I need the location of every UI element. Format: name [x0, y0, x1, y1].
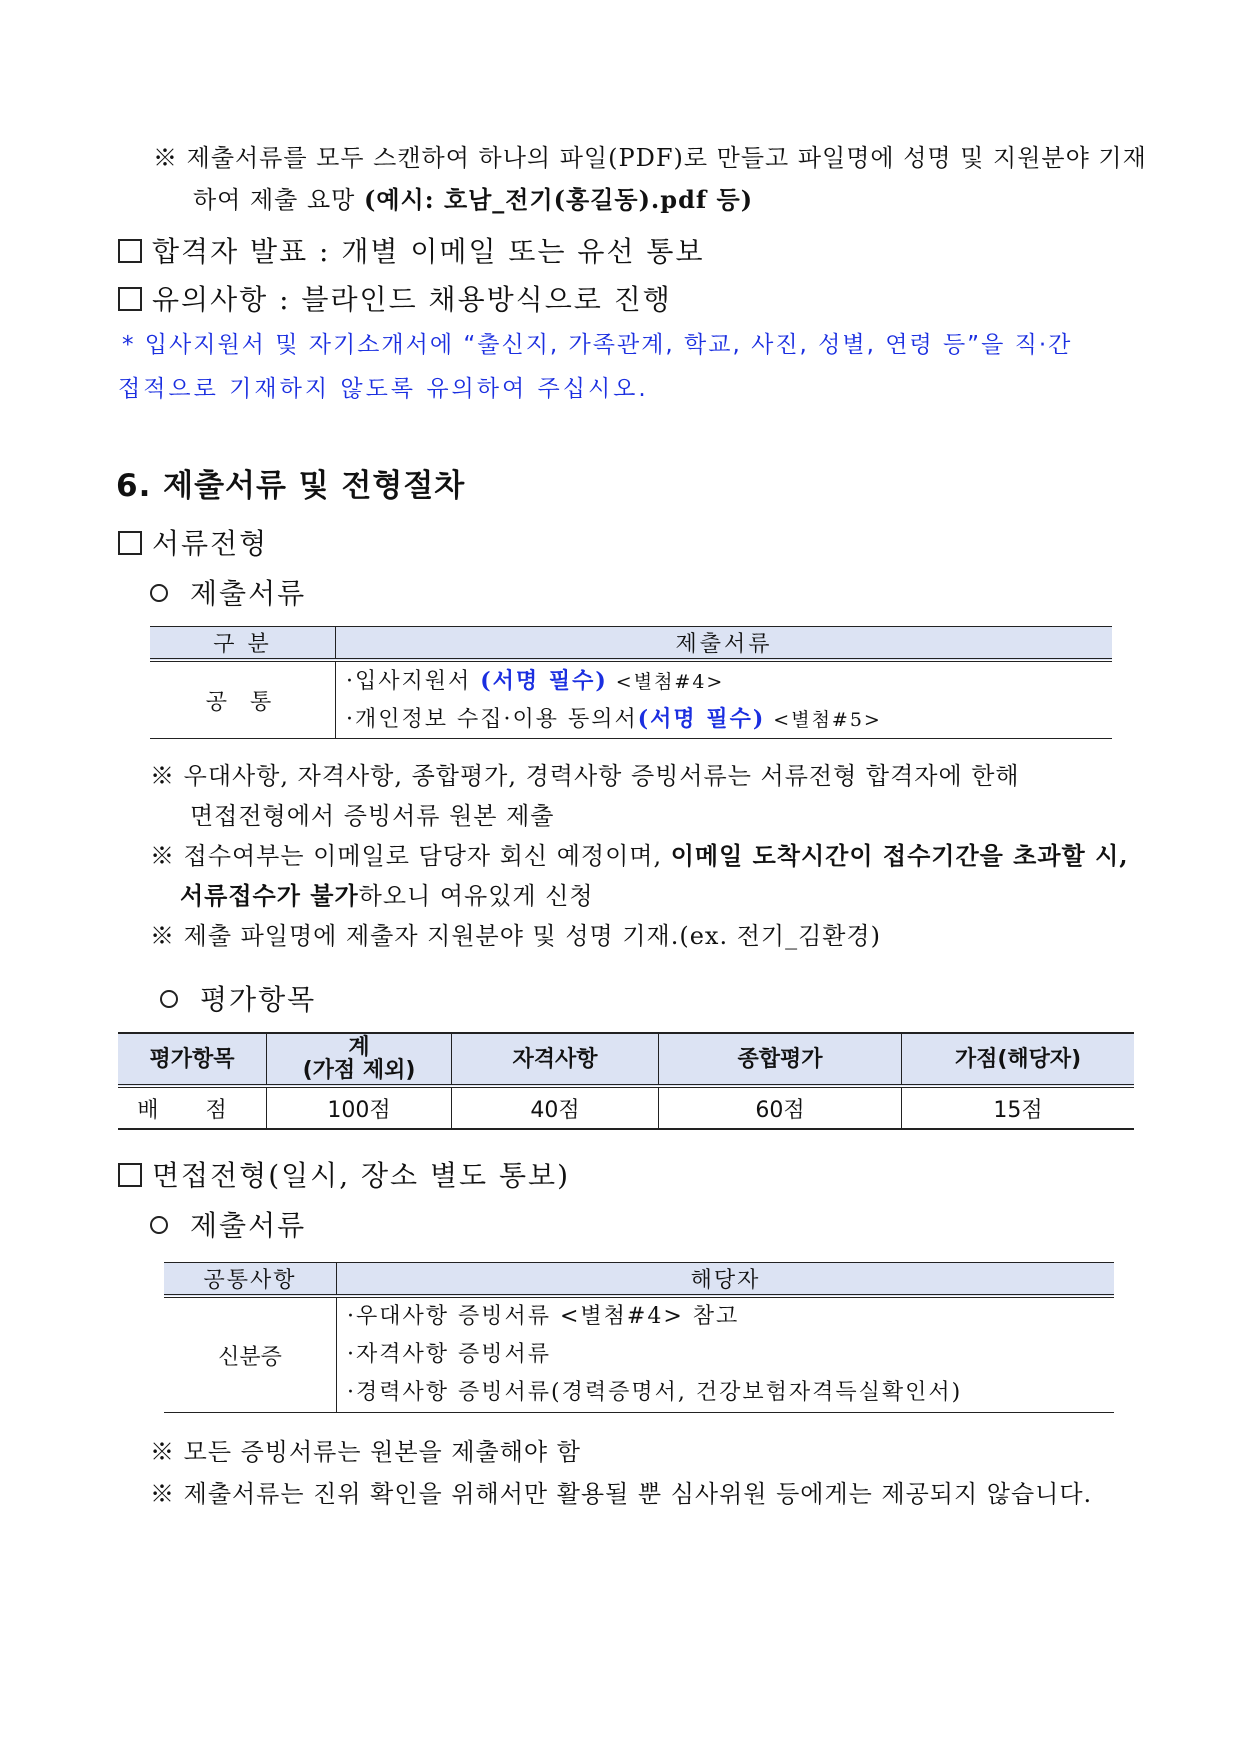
- document-item-application: [336, 662, 1112, 700]
- document-item-consent: [336, 700, 1112, 738]
- header-eval-item: 평가항목: [118, 1033, 267, 1086]
- score-total: 100점: [267, 1086, 452, 1129]
- checkbox-square-icon: [118, 239, 142, 263]
- signature-required: (서명 필수): [637, 706, 766, 732]
- category-cell: 공 통: [150, 660, 336, 739]
- receipt-note-bold: 이메일 도착시간이 접수기간을 초과할 시,: [670, 841, 1129, 870]
- doc-screening-title: 서류전형: [152, 527, 269, 560]
- circle-bullet-icon: [150, 1216, 168, 1234]
- header-qualification: 자격사항: [452, 1033, 659, 1086]
- interview-subtitle-row: [150, 1204, 306, 1244]
- file-naming-example: (예시: 호남_전기(홍길동).pdf 등): [364, 185, 754, 214]
- blind-hiring-note-line1: * 입사지원서 및 자기소개서에 “출신지, 가족관계, 학교, 사진, 성별, 연령 등”을 직·간: [122, 332, 1073, 358]
- id-card-cell: 신분증: [164, 1296, 337, 1413]
- doc-screening-table: [150, 626, 1112, 739]
- blind-hiring-note-line2: 접적으로 기재하지 않도록 유의하여 주십시오.: [118, 376, 649, 402]
- header-total-line2: (가점 제외): [302, 1058, 416, 1083]
- doc-item-career: ·경력사항 증빙서류(경력증명서, 건강보험자격득실확인서): [347, 1380, 963, 1405]
- receipt-note-line1: [150, 836, 1129, 871]
- checkbox-square-icon: [118, 287, 142, 311]
- header-applicable: 해당자: [337, 1263, 1115, 1297]
- documents-cell: [336, 660, 1113, 739]
- document-name: ·입사지원서: [346, 669, 481, 694]
- announcement-item: [118, 230, 705, 270]
- checkbox-square-icon: [118, 1163, 142, 1187]
- document-name: ·개인정보 수집·이용 동의서: [346, 707, 638, 732]
- table-header-row: [118, 1033, 1134, 1086]
- usage-note: ※ 제출서류는 진위 확인을 위해서만 활용될 뿐 심사위원 등에게는 제공되지 않습니다.: [150, 1480, 1093, 1508]
- score-label: 배 점: [118, 1086, 267, 1129]
- score-bonus: 15점: [902, 1086, 1135, 1129]
- header-category: 구 분: [150, 627, 336, 661]
- attachment-ref: <별첨#5>: [765, 709, 882, 731]
- original-note: ※ 모든 증빙서류는 원본을 제출해야 함: [150, 1438, 581, 1466]
- evaluation-table: [118, 1032, 1134, 1130]
- doc-item-preference: ·우대사항 증빙서류 <별첨#4> 참고: [347, 1304, 740, 1329]
- circle-bullet-icon: [160, 990, 178, 1008]
- proof-note-line2: 면접전형에서 증빙서류 원본 제출: [190, 802, 555, 830]
- header-common: 공통사항: [164, 1263, 337, 1297]
- interview-item: [118, 1154, 570, 1194]
- receipt-note-rest: 하오니 여유있게 신청: [358, 882, 594, 910]
- receipt-note-line2: [180, 876, 594, 911]
- caution-text: 유의사항 : 블라인드 채용방식으로 진행: [152, 283, 672, 316]
- table-row: [118, 1086, 1134, 1129]
- header-total: [267, 1033, 452, 1086]
- interview-docs-table: [164, 1262, 1114, 1413]
- applicable-docs-cell: [337, 1296, 1115, 1413]
- proof-note-line1: ※ 우대사항, 자격사항, 종합평가, 경력사항 증빙서류는 서류전형 합격자에 한해: [150, 762, 1020, 790]
- score-overall: 60점: [659, 1086, 902, 1129]
- filename-note: ※ 제출 파일명에 제출자 지원분야 및 성명 기재.(ex. 전기_김환경): [150, 922, 881, 950]
- table-row: [150, 660, 1112, 739]
- receipt-note-prefix: ※ 접수여부는 이메일로 담당자 회신 예정이며,: [150, 842, 671, 870]
- header-total-line1: 계: [348, 1035, 370, 1060]
- interview-title: 면접전형(일시, 장소 별도 통보): [152, 1159, 571, 1192]
- circle-bullet-icon: [150, 584, 168, 602]
- doc-screening-subtitle-row: [150, 572, 306, 612]
- interview-subtitle: 제출서류: [190, 1209, 307, 1242]
- checkbox-square-icon: [118, 531, 142, 555]
- header-overall: 종합평가: [659, 1033, 902, 1086]
- evaluation-subtitle: 평가항목: [200, 983, 317, 1016]
- file-naming-note-line2: [193, 180, 753, 215]
- file-naming-note-prefix: 하여 제출 요망: [193, 186, 364, 214]
- section-6-title: 6. 제출서류 및 전형절차: [116, 468, 466, 504]
- doc-screening-item: [118, 522, 268, 562]
- header-documents: 제출서류: [336, 627, 1113, 661]
- file-naming-note-line1: ※ 제출서류를 모두 스캔하여 하나의 파일(PDF)로 만들고 파일명에 성명 및 지원분야 기재: [153, 144, 1147, 172]
- table-header-row: [150, 627, 1112, 661]
- score-qualification: 40점: [452, 1086, 659, 1129]
- table-header-row: [164, 1263, 1114, 1297]
- doc-screening-subtitle: 제출서류: [190, 577, 307, 610]
- announcement-text: 합격자 발표 : 개별 이메일 또는 유선 통보: [152, 235, 705, 268]
- receipt-note-bold2: 서류접수가 불가: [180, 881, 359, 910]
- header-bonus: 가점(해당자): [902, 1033, 1135, 1086]
- evaluation-subtitle-row: [160, 978, 316, 1018]
- doc-item-qualification: ·자격사항 증빙서류: [347, 1342, 552, 1367]
- attachment-ref: <별첨#4>: [607, 671, 725, 693]
- caution-item: [118, 278, 672, 318]
- signature-required: (서명 필수): [480, 668, 608, 694]
- table-row: [164, 1296, 1114, 1413]
